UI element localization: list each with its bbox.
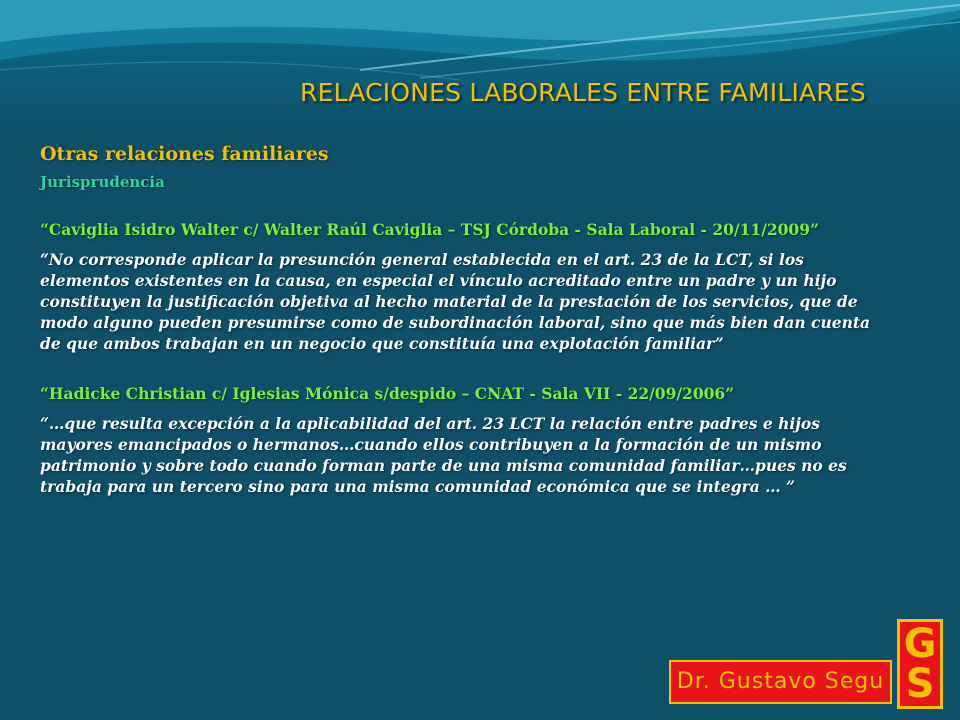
author-logo-name: Dr. Gustavo Segu [669, 660, 892, 704]
author-logo-mark [897, 619, 943, 709]
case-quote-hadicke: “…que resulta excepción a la aplicabilidad del art. 23 LCT la relación entre padres e hijos mayores emancipados o hermanos…cuando ellos contribuyen a la formación de un mismo patrimonio y sobre todo cuando forman parte de una misma comunidad familiar…pues no es trabaja para un tercero sino para una misma comunidad económica que se integra … ” [40, 414, 847, 496]
case-title-caviglia: “Caviglia Isidro Walter c/ Walter Raúl Caviglia – TSJ Córdoba - Sala Laboral - 20/11/2009” [40, 220, 819, 239]
case-quote-caviglia: “No corresponde aplicar la presunción general establecida en el art. 23 de la LCT, si los elementos existentes en la causa, en especial el vínculo acreditado entre un padre y un hijo constituyen la justificación objetiva al hecho material de la prestación de los servicios, que de modo alguno pueden presumirse como de subordinación laboral, sino que más bien dan cuenta de que ambos trabajan en un negocio que constituía una explotación familiar” [40, 250, 871, 353]
slide-content [40, 142, 890, 497]
section-subheading: Jurisprudencia [40, 173, 165, 191]
case-title-hadicke: “Hadicke Christian c/ Iglesias Mónica s/despido – CNAT - Sala VII - 22/09/2006” [40, 384, 735, 403]
slide-title: RELACIONES LABORALES ENTRE FAMILIARES [300, 78, 866, 107]
logo-letter-g: G [903, 621, 937, 667]
logo-letter-s: S [905, 661, 935, 707]
section-heading: Otras relaciones familiares [40, 143, 329, 165]
header-wave-decoration [0, 0, 960, 140]
